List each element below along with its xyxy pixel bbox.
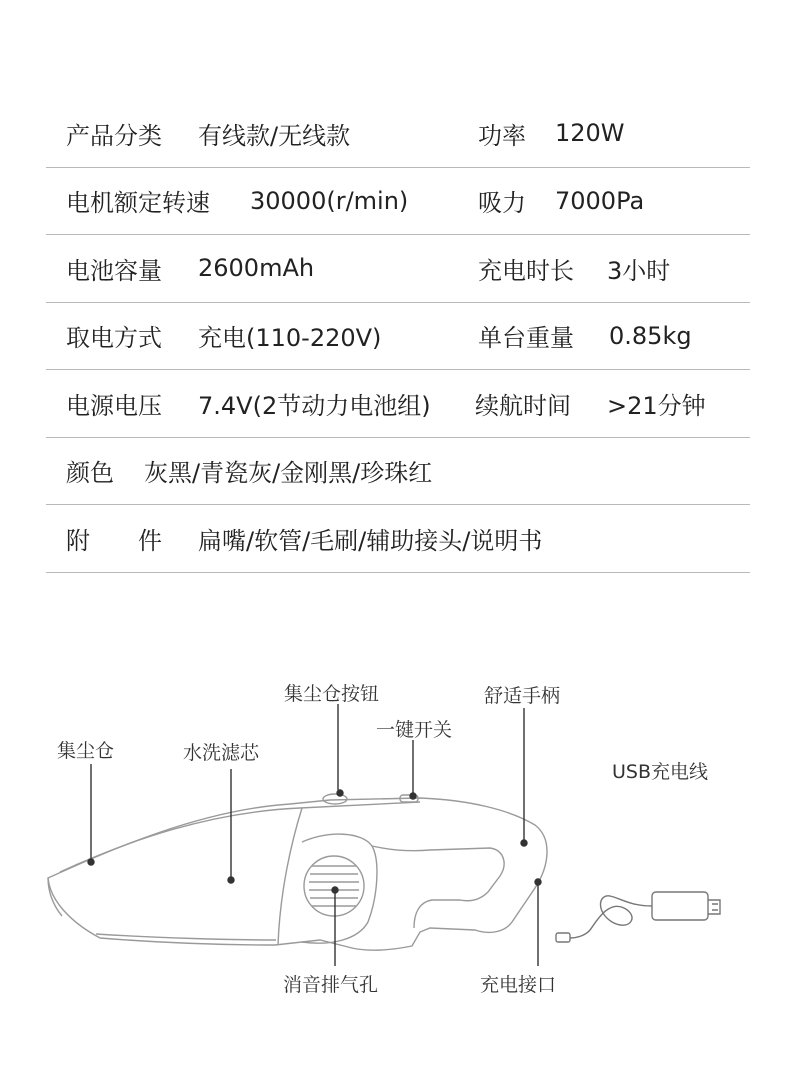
color-value: 灰黑/青瓷灰/金刚黑/珍珠红 (144, 459, 433, 488)
spec-value: 充电(110-220V) (198, 324, 382, 353)
spec-label: 电机额定转速 (66, 189, 210, 218)
spec-value: 30000(r/min) (250, 186, 409, 215)
label-usb-cable: USB充电线 (612, 761, 709, 783)
spec-label: 功率 (478, 121, 526, 150)
spec-value: 2600mAh (198, 254, 315, 283)
spec-label: 吸力 (478, 189, 526, 218)
accessory-label: 附 件 (66, 526, 162, 555)
spec-value: 7.4V(2节动力电池组) (198, 391, 431, 420)
label-dust-box-button: 集尘仓按钮 (284, 683, 380, 705)
label-charge-port: 充电接口 (480, 974, 557, 996)
spec-row-color (46, 438, 750, 506)
spec-value: >21分钟 (607, 391, 706, 420)
spec-table (46, 100, 750, 573)
spec-label: 续航时间 (475, 391, 571, 420)
spec-label: 电池容量 (66, 256, 162, 285)
spec-value: 120W (555, 119, 625, 148)
label-exhaust: 消音排气孔 (283, 974, 379, 996)
color-label: 颜色 (66, 459, 114, 488)
spec-value: 7000Pa (555, 186, 645, 215)
spec-label: 电源电压 (66, 391, 162, 420)
spec-label: 单台重量 (478, 324, 574, 353)
spec-row-accessories (46, 505, 750, 573)
label-washable-filter: 水洗滤芯 (183, 742, 260, 764)
product-diagram (0, 660, 800, 1060)
label-power-switch: 一键开关 (376, 719, 453, 741)
spec-label: 取电方式 (66, 324, 162, 353)
spec-row (46, 370, 750, 438)
spec-row (46, 100, 750, 168)
label-handle: 舒适手柄 (484, 685, 561, 707)
accessory-value: 扁嘴/软管/毛刷/辅助接头/说明书 (198, 526, 543, 555)
spec-row (46, 168, 750, 236)
spec-row (46, 303, 750, 371)
spec-row (46, 235, 750, 303)
spec-value: 0.85kg (609, 321, 692, 350)
spec-label: 充电时长 (478, 256, 574, 285)
label-dust-box: 集尘仓 (57, 740, 115, 762)
spec-label: 产品分类 (66, 121, 162, 150)
spec-value: 3小时 (607, 256, 671, 285)
spec-value: 有线款/无线款 (198, 121, 351, 150)
